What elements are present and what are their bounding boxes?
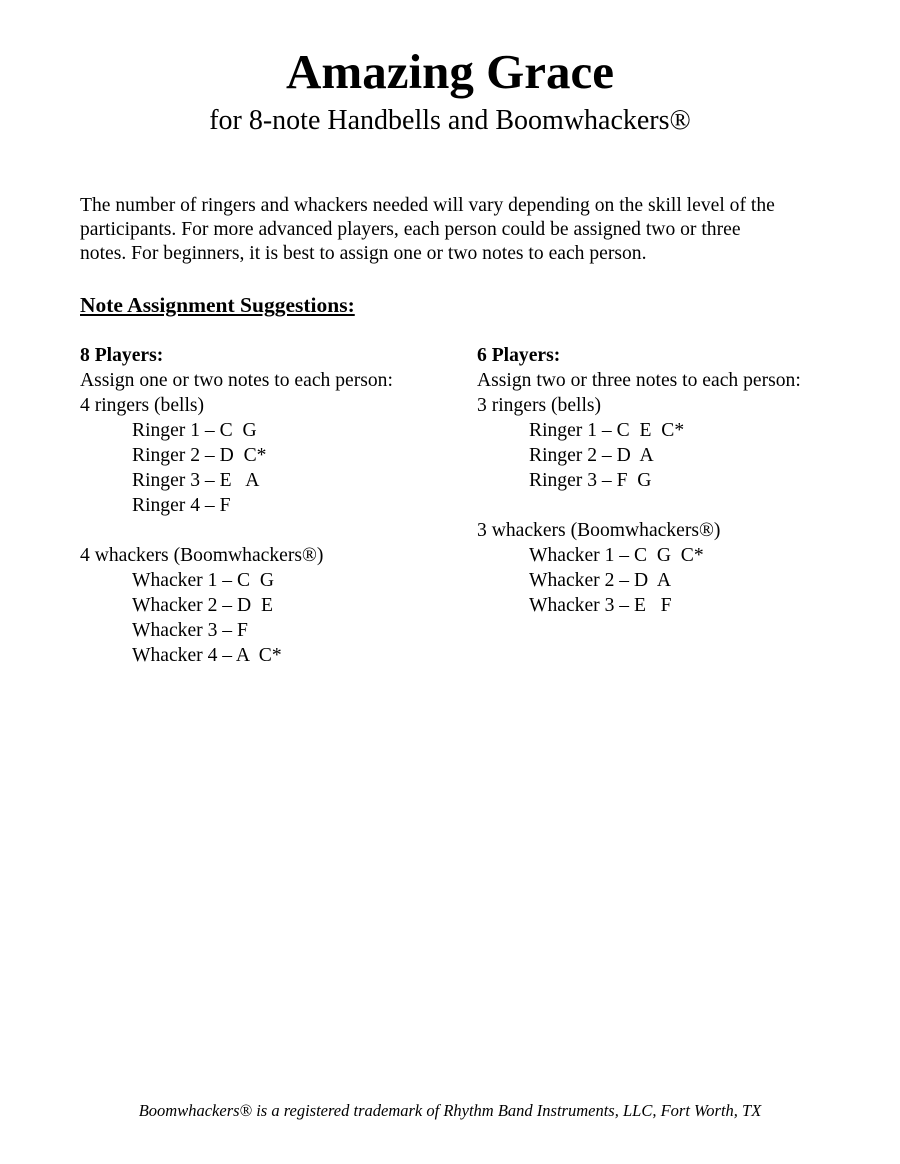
six-players-column — [477, 343, 857, 618]
intro-line: The number of ringers and whackers needed will vary depending on the skill level of the — [80, 195, 775, 216]
ringer-assignment: Ringer 1 – C G — [132, 420, 257, 441]
column-instruction: Assign one or two notes to each person: — [80, 370, 393, 391]
page-subtitle: for 8-note Handbells and Boomwhackers® — [209, 105, 691, 136]
ringers-label: 3 ringers (bells) — [477, 395, 602, 416]
section-heading: Note Assignment Suggestions: — [80, 293, 355, 317]
whackers-label: 4 whackers (Boomwhackers®) — [80, 545, 324, 566]
whacker-assignment: Whacker 4 – A C* — [132, 645, 282, 666]
page-title: Amazing Grace — [286, 44, 614, 99]
ringer-assignment: Ringer 3 – F G — [529, 470, 652, 491]
ringers-label: 4 ringers (bells) — [80, 395, 205, 416]
trademark-footer: Boomwhackers® is a registered trademark of Rhythm Band Instruments, LLC, Fort Worth, TX — [138, 1101, 762, 1120]
whacker-assignment: Whacker 3 – E F — [529, 595, 672, 616]
ringer-assignment: Ringer 3 – E A — [132, 470, 260, 491]
ringer-assignment: Ringer 2 – D C* — [132, 445, 267, 466]
column-heading: 6 Players: — [477, 345, 561, 366]
whacker-assignment: Whacker 1 – C G C* — [529, 545, 704, 566]
whacker-assignment: Whacker 3 – F — [132, 620, 248, 641]
spacer — [80, 518, 460, 543]
column-instruction: Assign two or three notes to each person: — [477, 370, 801, 391]
whacker-assignment: Whacker 2 – D A — [529, 570, 672, 591]
whacker-assignment: Whacker 2 – D E — [132, 595, 273, 616]
whacker-assignment: Whacker 1 – C G — [132, 570, 275, 591]
eight-players-column — [80, 343, 460, 668]
intro-line: participants. For more advanced players, each person could be assigned two or three — [80, 219, 741, 240]
ringer-assignment: Ringer 4 – F — [132, 495, 231, 516]
whackers-label: 3 whackers (Boomwhackers®) — [477, 520, 721, 541]
ringer-assignment: Ringer 1 – C E C* — [529, 420, 685, 441]
intro-paragraph — [80, 194, 840, 266]
spacer — [477, 493, 857, 518]
intro-line: notes. For beginners, it is best to assign one or two notes to each person. — [80, 243, 647, 264]
ringer-assignment: Ringer 2 – D A — [529, 445, 654, 466]
column-heading: 8 Players: — [80, 345, 164, 366]
